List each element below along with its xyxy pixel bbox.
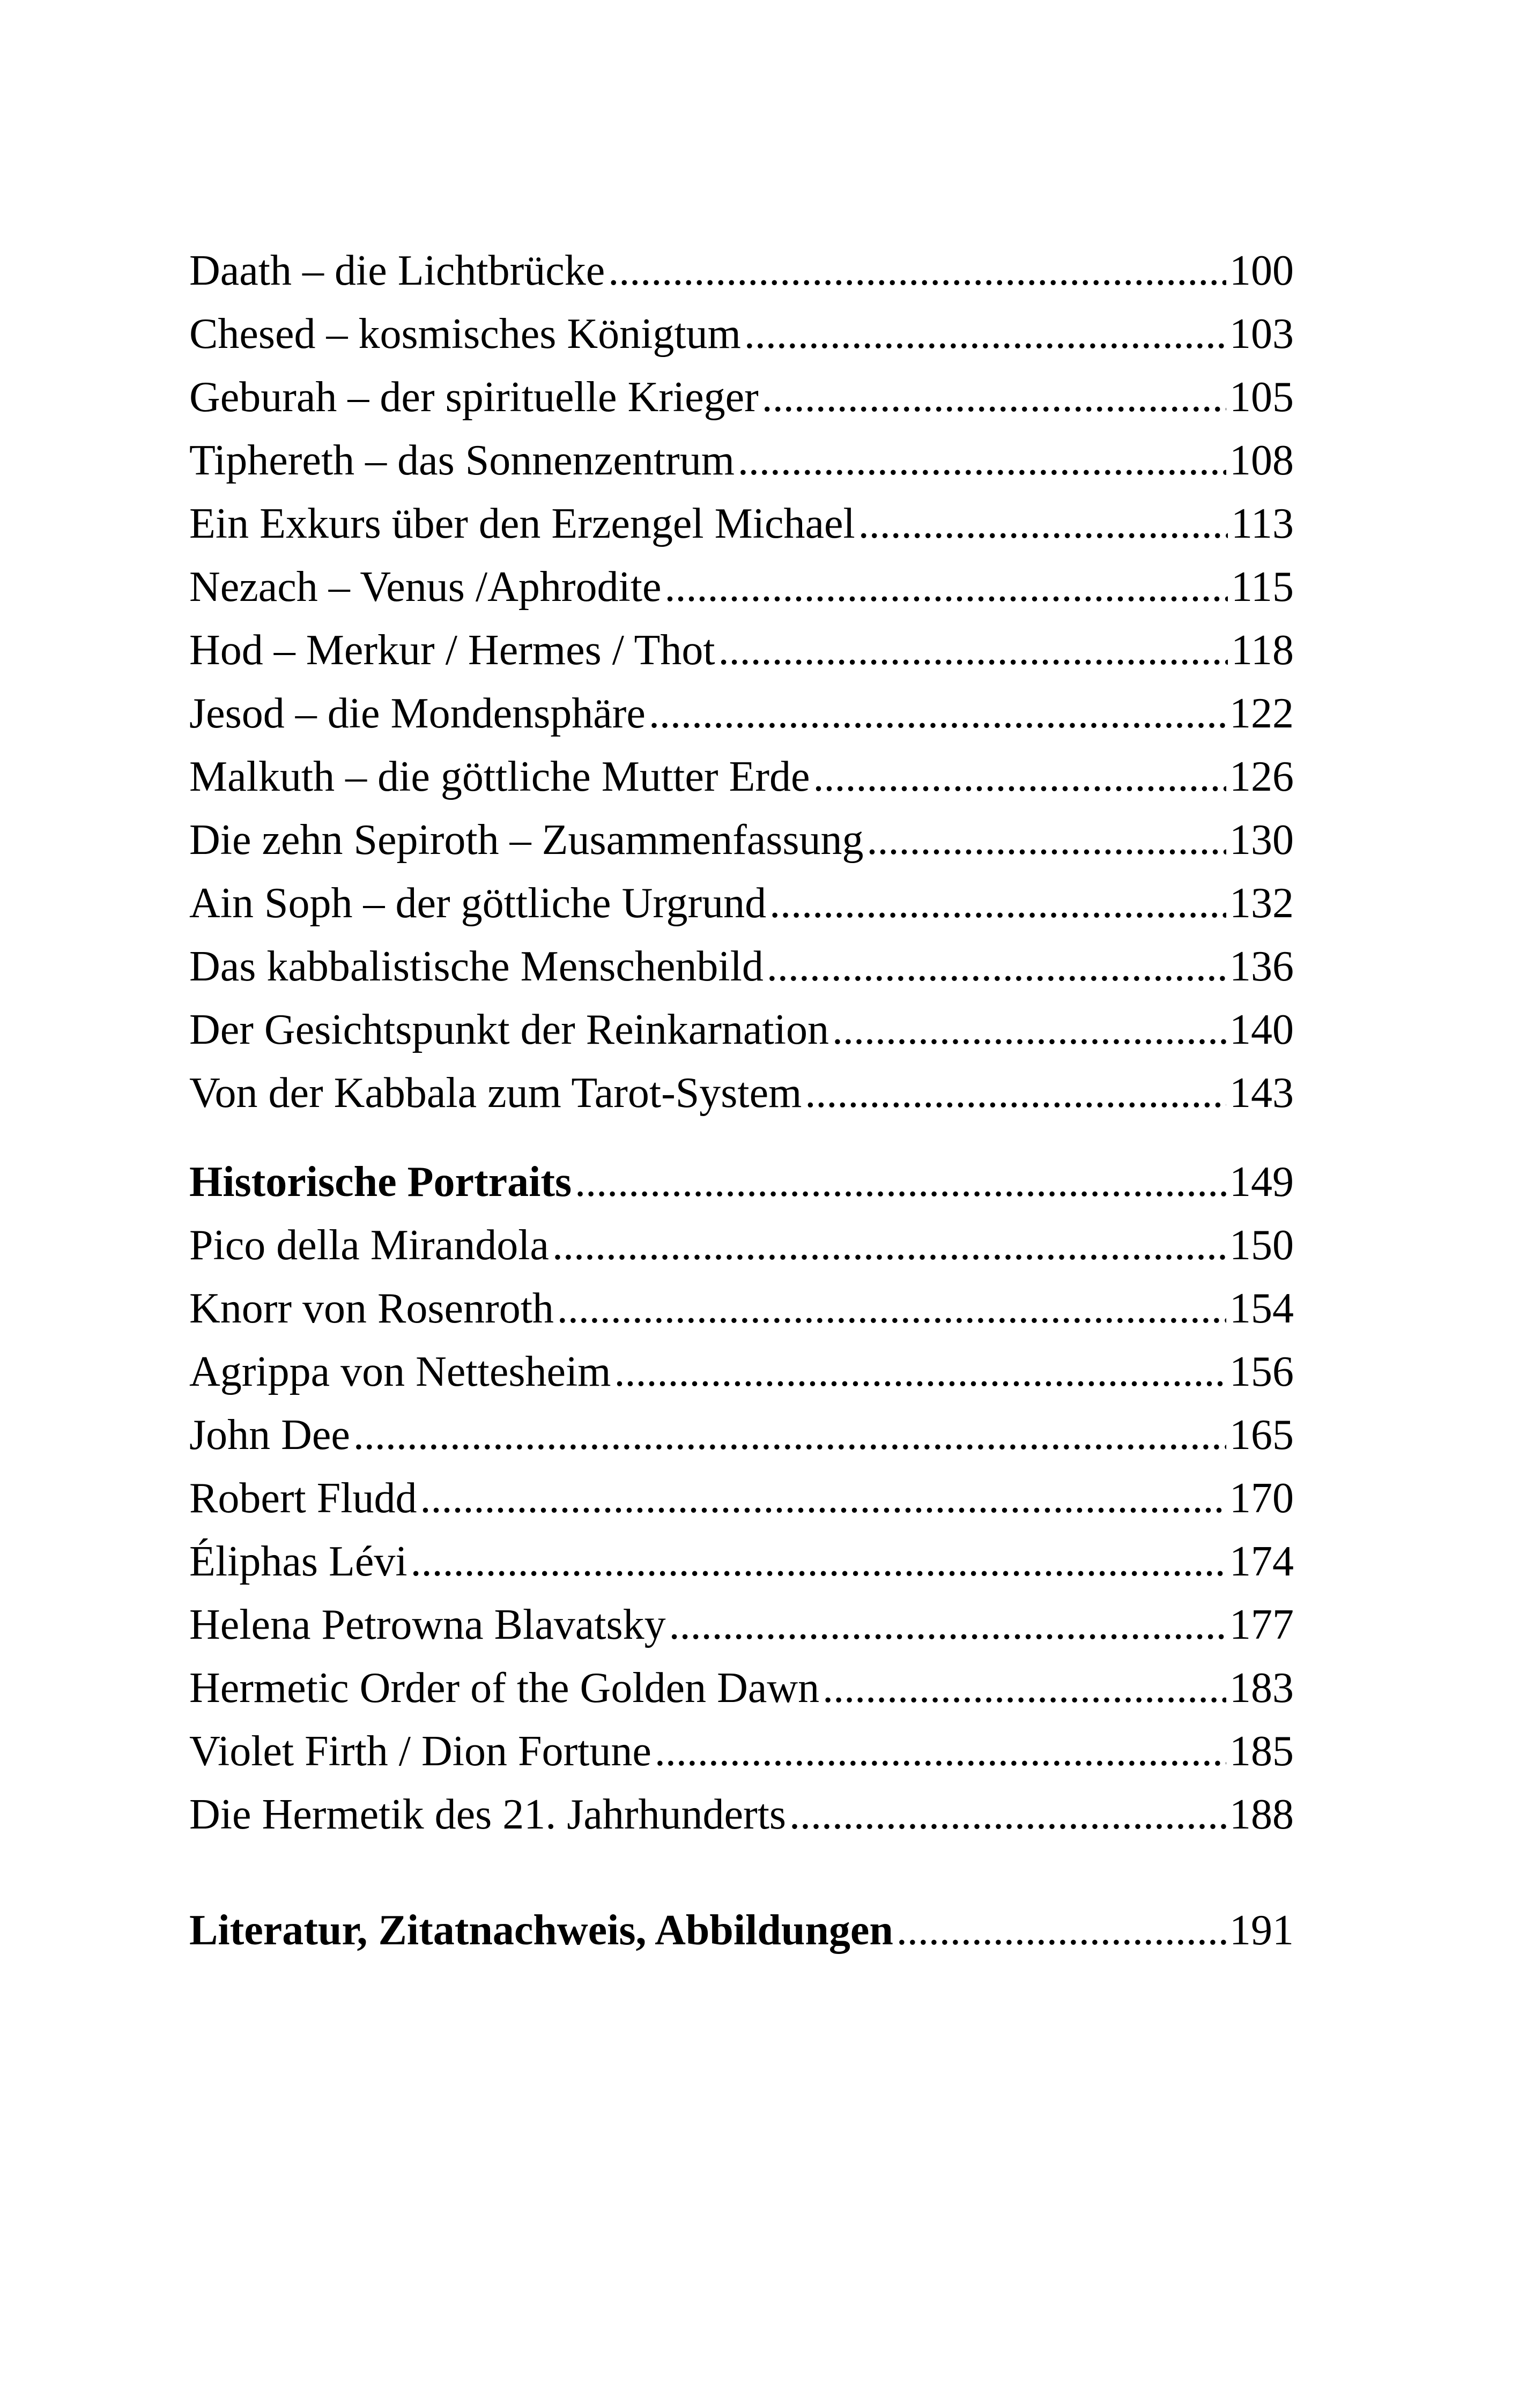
entry-page-number: 191	[1229, 1907, 1294, 1954]
entry-title: Daath – die Lichtbrücke	[189, 247, 605, 294]
entry-title: Knorr von Rosenroth	[189, 1285, 554, 1332]
dot-leader	[823, 1656, 1226, 1720]
entry-page-number: 118	[1231, 627, 1294, 674]
dot-leader	[420, 1467, 1226, 1530]
entry-page-number: 165	[1229, 1411, 1294, 1459]
dot-leader	[858, 492, 1228, 555]
entry-page-number: 188	[1229, 1791, 1294, 1838]
toc-entry-tarot-system[interactable]	[189, 1061, 1294, 1125]
dot-leader	[718, 619, 1228, 682]
toc-entry-john-dee[interactable]	[189, 1403, 1294, 1467]
dot-leader	[557, 1277, 1226, 1340]
table-of-contents	[189, 239, 1294, 1962]
toc-entry-exkurs-michael[interactable]	[189, 492, 1294, 555]
dot-leader	[789, 1783, 1226, 1846]
section-title: Historische Portraits	[189, 1158, 572, 1206]
dot-leader	[552, 1214, 1226, 1277]
toc-entry-dion-fortune[interactable]	[189, 1720, 1294, 1783]
toc-entry-hod[interactable]	[189, 619, 1294, 682]
entry-page-number: 105	[1229, 374, 1294, 421]
entry-title: Chesed – kosmisches Königtum	[189, 310, 741, 358]
dot-leader	[832, 998, 1226, 1061]
toc-entry-chesed[interactable]	[189, 302, 1294, 366]
dot-leader	[649, 682, 1226, 745]
toc-entry-tiphereth[interactable]	[189, 429, 1294, 492]
dot-leader	[813, 745, 1227, 808]
entry-page-number: 150	[1229, 1222, 1294, 1269]
toc-entry-knorr[interactable]	[189, 1277, 1294, 1340]
toc-entry-jesod[interactable]	[189, 682, 1294, 745]
entry-page-number: 136	[1229, 943, 1294, 990]
dot-leader	[867, 808, 1227, 872]
dot-leader	[353, 1403, 1226, 1467]
dot-leader	[762, 366, 1226, 429]
entry-page-number: 103	[1229, 310, 1294, 358]
entry-page-number: 113	[1231, 500, 1294, 547]
entry-page-number: 126	[1229, 753, 1294, 800]
toc-entry-sepiroth[interactable]	[189, 808, 1294, 872]
dot-leader	[896, 1899, 1226, 1962]
entry-page-number: 122	[1229, 690, 1294, 737]
entry-title: Malkuth – die göttliche Mutter Erde	[189, 753, 810, 800]
dot-leader	[769, 872, 1226, 935]
toc-entry-nezach[interactable]	[189, 555, 1294, 619]
entry-page-number: 132	[1229, 880, 1294, 927]
toc-entry-eliphas-levi[interactable]	[189, 1530, 1294, 1593]
dot-leader	[738, 429, 1226, 492]
entry-page-number: 140	[1229, 1006, 1294, 1053]
toc-entry-reinkarnation[interactable]	[189, 998, 1294, 1061]
toc-entry-daath[interactable]	[189, 239, 1294, 302]
entry-page-number: 177	[1229, 1601, 1294, 1648]
entry-title: Nezach – Venus /Aphrodite	[189, 563, 662, 611]
entry-page-number: 183	[1229, 1664, 1294, 1712]
entry-title: Die zehn Sepiroth – Zusammenfassung	[189, 816, 864, 864]
entry-page-number: 174	[1229, 1538, 1294, 1585]
toc-entry-geburah[interactable]	[189, 366, 1294, 429]
entry-title: Agrippa von Nettesheim	[189, 1348, 611, 1395]
entry-title: Tiphereth – das Sonnenzentrum	[189, 437, 735, 484]
entry-page-number: 156	[1229, 1348, 1294, 1395]
entry-title: Hod – Merkur / Hermes / Thot	[189, 627, 715, 674]
dot-leader	[614, 1340, 1226, 1403]
dot-leader	[665, 555, 1228, 619]
dot-leader	[608, 239, 1226, 302]
toc-entry-blavatsky[interactable]	[189, 1593, 1294, 1656]
entry-title: Ain Soph – der göttliche Urgrund	[189, 880, 767, 927]
dot-leader	[744, 302, 1226, 366]
entry-page-number: 149	[1229, 1158, 1294, 1206]
entry-page-number: 100	[1229, 247, 1294, 294]
toc-entry-malkuth[interactable]	[189, 745, 1294, 808]
entry-page-number: 130	[1229, 816, 1294, 864]
toc-entry-golden-dawn[interactable]	[189, 1656, 1294, 1720]
entry-title: Jesod – die Mondensphäre	[189, 690, 646, 737]
dot-leader	[805, 1061, 1226, 1125]
toc-entry-hermetik-21[interactable]	[189, 1783, 1294, 1846]
entry-page-number: 108	[1229, 437, 1294, 484]
entry-title: John Dee	[189, 1411, 350, 1459]
entry-page-number: 115	[1231, 563, 1294, 611]
toc-entry-agrippa[interactable]	[189, 1340, 1294, 1403]
dot-leader	[655, 1720, 1226, 1783]
entry-title: Die Hermetik des 21. Jahrhunderts	[189, 1791, 787, 1838]
entry-title: Ein Exkurs über den Erzengel Michael	[189, 500, 855, 547]
entry-title: Der Gesichtspunkt der Reinkarnation	[189, 1006, 829, 1053]
toc-entry-menschenbild[interactable]	[189, 935, 1294, 998]
entry-title: Éliphas Lévi	[189, 1538, 407, 1585]
dot-leader	[767, 935, 1226, 998]
entry-title: Von der Kabbala zum Tarot-System	[189, 1069, 802, 1117]
dot-leader	[575, 1150, 1226, 1214]
toc-entry-ain-soph[interactable]	[189, 872, 1294, 935]
dot-leader	[669, 1593, 1226, 1656]
section-spacer	[189, 1125, 1294, 1150]
section-spacer	[189, 1846, 1294, 1899]
entry-page-number: 154	[1229, 1285, 1294, 1332]
entry-page-number: 143	[1229, 1069, 1294, 1117]
entry-title: Das kabbalistische Menschenbild	[189, 943, 764, 990]
entry-title: Violet Firth / Dion Fortune	[189, 1728, 651, 1775]
entry-title: Pico della Mirandola	[189, 1222, 549, 1269]
entry-title: Robert Fludd	[189, 1475, 417, 1522]
toc-entry-robert-fludd[interactable]	[189, 1467, 1294, 1530]
section-title: Literatur, Zitatnachweis, Abbildungen	[189, 1907, 893, 1954]
toc-section-literatur[interactable]	[189, 1899, 1294, 1962]
toc-entry-pico[interactable]	[189, 1214, 1294, 1277]
dot-leader	[411, 1530, 1226, 1593]
entry-page-number: 170	[1229, 1475, 1294, 1522]
entry-title: Helena Petrowna Blavatsky	[189, 1601, 666, 1648]
entry-title: Geburah – der spirituelle Krieger	[189, 374, 759, 421]
toc-section-historische-portraits[interactable]	[189, 1150, 1294, 1214]
entry-page-number: 185	[1229, 1728, 1294, 1775]
entry-title: Hermetic Order of the Golden Dawn	[189, 1664, 820, 1712]
